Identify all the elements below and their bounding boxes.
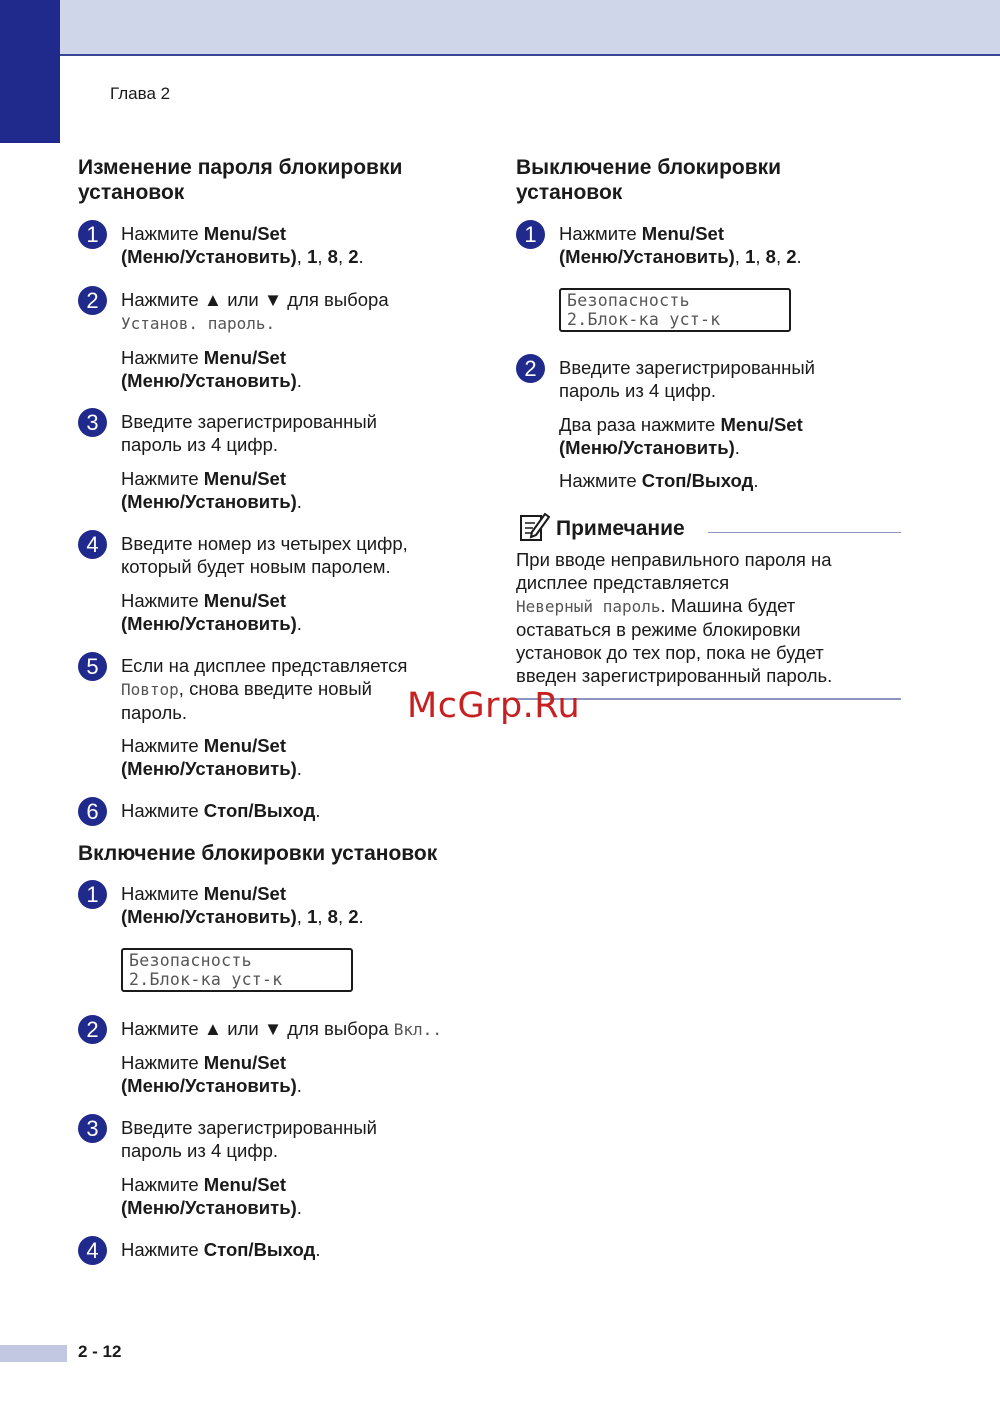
step-number-3: 3	[78, 1114, 107, 1143]
step-number-2: 2	[78, 1015, 107, 1044]
arrow-up-icon: ▲	[203, 1018, 223, 1039]
chapter-tab	[0, 0, 60, 143]
note-title: Примечание	[556, 517, 685, 540]
header-rule	[60, 54, 1000, 56]
note-text: При вводе неправильного пароля на дисплее представляется Неверный пароль. Машина будет оставаться в режиме блокировки установок до тех пор, пока не будет введен зарегистрированный пароль.	[516, 549, 833, 686]
step-number-2: 2	[78, 286, 107, 315]
watermark: McGrp.Ru	[407, 686, 581, 726]
step-number-1: 1	[78, 220, 107, 249]
step-number-3: 3	[78, 408, 107, 437]
header-band	[0, 0, 1000, 55]
arrow-up-icon: ▲	[203, 289, 223, 310]
section-title-enable-lock: Включение блокировки установок	[78, 842, 438, 865]
chapter-label: Глава 2	[110, 84, 171, 103]
step-number-4: 4	[78, 1236, 107, 1265]
step-number-1: 1	[78, 880, 107, 909]
lcd-display: Безопасность 2.Блок-ка уст-к	[121, 948, 353, 992]
lcd-display: Безопасность 2.Блок-ка уст-к	[559, 288, 791, 332]
step-number-4: 4	[78, 530, 107, 559]
section-title-disable-lock: Выключение блокировки установок	[516, 156, 782, 204]
note-pencil-icon	[518, 510, 550, 542]
arrow-down-icon: ▼	[263, 289, 283, 310]
step-number-1: 1	[516, 220, 545, 249]
step-number-6: 6	[78, 797, 107, 826]
arrow-down-icon: ▼	[263, 1018, 283, 1039]
page-number: 2 - 12	[78, 1342, 122, 1361]
step-number-5: 5	[78, 652, 107, 681]
note-rule	[708, 532, 901, 533]
note-header	[516, 510, 901, 546]
step-number-2: 2	[516, 354, 545, 383]
footer-band	[0, 1345, 67, 1362]
section-title-change-password: Изменение пароля блокировки установок	[78, 156, 403, 204]
